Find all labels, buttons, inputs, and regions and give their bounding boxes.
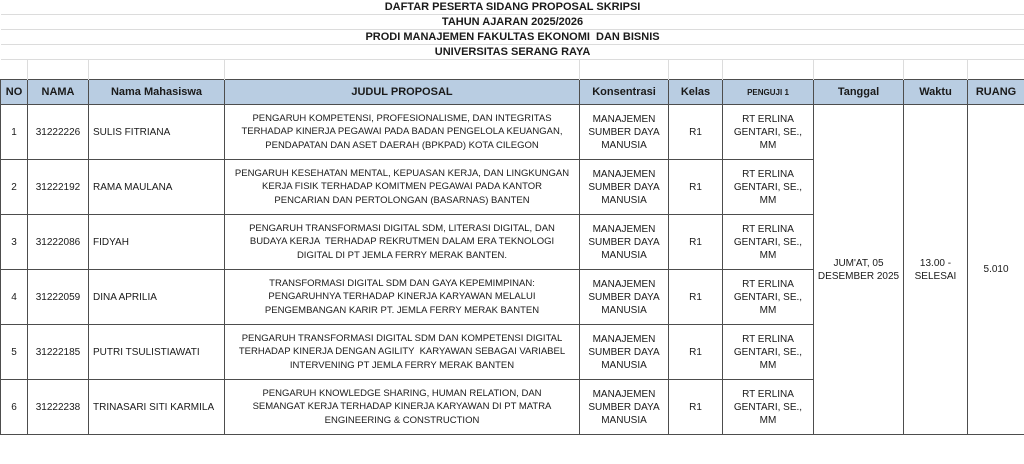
cell-nama: TRINASARI SITI KARMILA bbox=[89, 380, 225, 435]
cell-tanggal-merged: JUM'AT, 05 DESEMBER 2025 bbox=[814, 105, 904, 435]
cell-konsentrasi: MANAJEMEN SUMBER DAYA MANUSIA bbox=[580, 325, 669, 380]
col-header-nama: NAMA bbox=[28, 80, 89, 105]
cell-nim: 31222059 bbox=[28, 270, 89, 325]
doc-title-line-2: TAHUN AJARAN 2025/2026 bbox=[1, 15, 1024, 30]
cell-no: 3 bbox=[1, 215, 28, 270]
cell-nim: 31222185 bbox=[28, 325, 89, 380]
doc-title-line-1: DAFTAR PESERTA SIDANG PROPOSAL SKRIPSI bbox=[1, 0, 1024, 15]
cell-konsentrasi: MANAJEMEN SUMBER DAYA MANUSIA bbox=[580, 215, 669, 270]
col-header-waktu: Waktu bbox=[904, 80, 968, 105]
cell-nama: RAMA MAULANA bbox=[89, 160, 225, 215]
cell-nim: 31222226 bbox=[28, 105, 89, 160]
col-header-kelas: Kelas bbox=[669, 80, 723, 105]
cell-penguji: RT ERLINA GENTARI, SE., MM bbox=[723, 325, 814, 380]
cell-nama: SULIS FITRIANA bbox=[89, 105, 225, 160]
cell-kelas: R1 bbox=[669, 105, 723, 160]
col-header-judul-proposal: JUDUL PROPOSAL bbox=[225, 80, 580, 105]
cell-kelas: R1 bbox=[669, 380, 723, 435]
cell-konsentrasi: MANAJEMEN SUMBER DAYA MANUSIA bbox=[580, 105, 669, 160]
cell-no: 2 bbox=[1, 160, 28, 215]
doc-title-line-4: UNIVERSITAS SERANG RAYA bbox=[1, 45, 1024, 60]
cell-nim: 31222238 bbox=[28, 380, 89, 435]
cell-no: 6 bbox=[1, 380, 28, 435]
cell-no: 5 bbox=[1, 325, 28, 380]
cell-konsentrasi: MANAJEMEN SUMBER DAYA MANUSIA bbox=[580, 380, 669, 435]
col-header-penguji-1: PENGUJI 1 bbox=[723, 80, 814, 105]
cell-penguji: RT ERLINA GENTARI, SE., MM bbox=[723, 160, 814, 215]
cell-penguji: RT ERLINA GENTARI, SE., MM bbox=[723, 215, 814, 270]
cell-no: 4 bbox=[1, 270, 28, 325]
cell-judul: PENGARUH KNOWLEDGE SHARING, HUMAN RELATION, DAN SEMANGAT KERJA TERHADAP KINERJA KARYAWAN DI PT MATRA ENGINEERING & CONSTRUCTION bbox=[225, 380, 580, 435]
cell-nim: 31222086 bbox=[28, 215, 89, 270]
cell-waktu-merged: 13.00 - SELESAI bbox=[904, 105, 968, 435]
cell-kelas: R1 bbox=[669, 325, 723, 380]
doc-title-line-3: PRODI MANAJEMEN FAKULTAS EKONOMI DAN BISNIS bbox=[1, 30, 1024, 45]
cell-kelas: R1 bbox=[669, 270, 723, 325]
cell-penguji: RT ERLINA GENTARI, SE., MM bbox=[723, 380, 814, 435]
cell-nama: FIDYAH bbox=[89, 215, 225, 270]
cell-kelas: R1 bbox=[669, 215, 723, 270]
col-header-nama-mahasiswa: Nama Mahasiswa bbox=[89, 80, 225, 105]
cell-judul: PENGARUH KOMPETENSI, PROFESIONALISME, DAN INTEGRITAS TERHADAP KINERJA PEGAWAI PADA BADAN PENGELOLA KEUANGAN, PENDAPATAN DAN ASET DAERAH (BPKPAD) KOTA CILEGON bbox=[225, 105, 580, 160]
cell-konsentrasi: MANAJEMEN SUMBER DAYA MANUSIA bbox=[580, 270, 669, 325]
table-row bbox=[1, 105, 1024, 160]
col-header-ruang: RUANG bbox=[968, 80, 1024, 105]
col-header-tanggal: Tanggal bbox=[814, 80, 904, 105]
cell-nim: 31222192 bbox=[28, 160, 89, 215]
cell-judul: TRANSFORMASI DIGITAL SDM DAN GAYA KEPEMIMPINAN: PENGARUHNYA TERHADAP KINERJA KARYAWAN MELALUI PENGEMBANGAN KARIR PT. JEMLA FERRY MERAK BANTEN bbox=[225, 270, 580, 325]
cell-konsentrasi: MANAJEMEN SUMBER DAYA MANUSIA bbox=[580, 160, 669, 215]
cell-penguji: RT ERLINA GENTARI, SE., MM bbox=[723, 105, 814, 160]
col-header-no: NO bbox=[1, 80, 28, 105]
col-header-konsentrasi: Konsentrasi bbox=[580, 80, 669, 105]
cell-penguji: RT ERLINA GENTARI, SE., MM bbox=[723, 270, 814, 325]
cell-no: 1 bbox=[1, 105, 28, 160]
cell-judul: PENGARUH TRANSFORMASI DIGITAL SDM DAN KOMPETENSI DIGITAL TERHADAP KINERJA DENGAN AGILITY KARYAWAN SEBAGAI VARIABEL INTERVENING PT JEMLA FERRY MERAK BANTEN bbox=[225, 325, 580, 380]
cell-judul: PENGARUH KESEHATAN MENTAL, KEPUASAN KERJA, DAN LINGKUNGAN KERJA FISIK TERHADAP KOMITMEN PEGAWAI PADA KANTOR PENCARIAN DAN PERTOLONGAN (BASARNAS) BANTEN bbox=[225, 160, 580, 215]
cell-nama: DINA APRILIA bbox=[89, 270, 225, 325]
spacer-row bbox=[1, 60, 1024, 80]
cell-judul: PENGARUH TRANSFORMASI DIGITAL SDM, LITERASI DIGITAL, DAN BUDAYA KERJA TERHADAP REKRUTMEN DALAM ERA TEKNOLOGI DIGITAL DI PT JEMLA FERRY MERAK BANTEN. bbox=[225, 215, 580, 270]
header-row bbox=[1, 80, 1024, 105]
cell-kelas: R1 bbox=[669, 160, 723, 215]
cell-nama: PUTRI TSULISTIAWATI bbox=[89, 325, 225, 380]
cell-ruang-merged: 5.010 bbox=[968, 105, 1024, 435]
